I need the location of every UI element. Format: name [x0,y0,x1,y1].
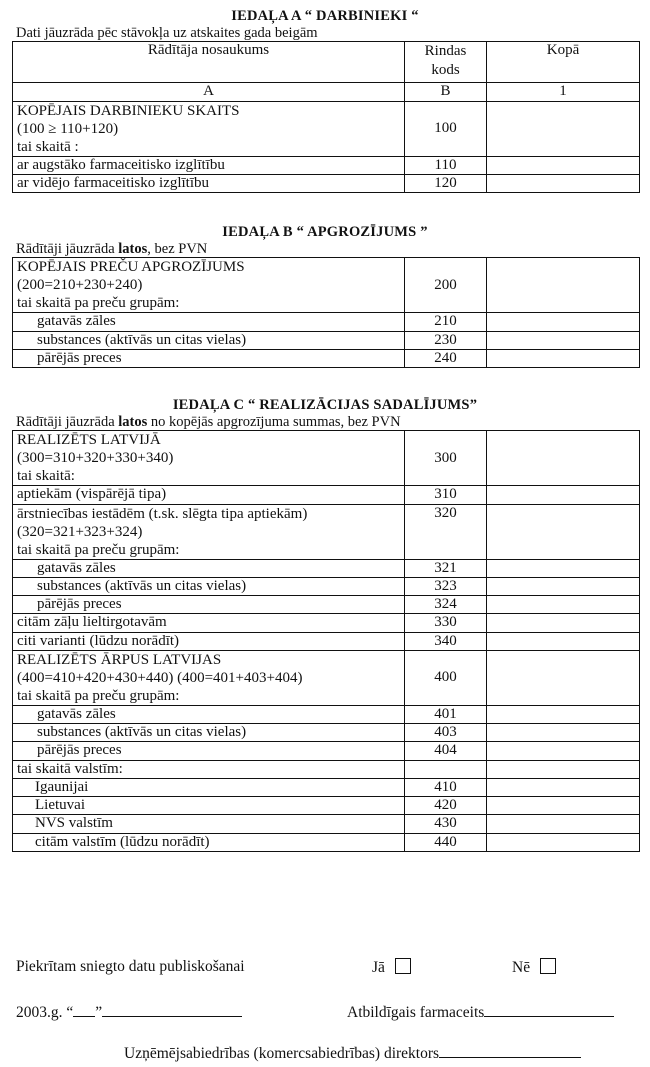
note-bold: latos [118,240,148,257]
section-a-table [12,41,640,193]
row-label: REALIZĒTS LATVIJĀ [17,432,161,449]
total-cell[interactable] [487,760,640,778]
header-code-label: Rindas kods [424,43,467,79]
table-row [13,596,640,614]
section-b-table [12,257,640,368]
table-row [13,650,640,705]
row-code: 240 [405,349,487,367]
row-code: 321 [405,559,487,577]
row-sub: tai skaitā: [17,468,75,485]
director-line [124,1045,581,1063]
table-row [13,504,640,559]
no-checkbox[interactable] [540,958,556,974]
row-code: 340 [405,632,487,650]
header-code [405,42,487,83]
table-row [13,760,640,778]
total-cell[interactable] [487,705,640,723]
row-code: 403 [405,724,487,742]
row-code: 400 [405,650,487,705]
row-code: 210 [405,313,487,331]
pharmacist-label: Atbildīgais farmaceits [347,1004,485,1021]
director-signature-field[interactable] [439,1057,581,1058]
table-row [13,778,640,796]
table-row [13,797,640,815]
table-row [13,313,640,331]
yes-checkbox[interactable] [395,958,411,974]
note-text: no kopējās apgrozījuma summas, bez PVN [147,413,401,430]
section-c [0,397,650,852]
table-row [13,486,640,504]
row-label: gatavās zāles [13,313,405,331]
pharmacist-signature-field[interactable] [484,1016,614,1017]
section-a-title: IEDAĻA A “ DARBINIEKI “ [231,8,419,24]
row-label: KOPĒJAIS PREČU APGROZĪJUMS [17,259,245,276]
row-code: 404 [405,742,487,760]
total-cell[interactable] [487,431,640,486]
row-code: 420 [405,797,487,815]
table-row [13,258,640,313]
table-row [13,614,640,632]
section-b-note [16,241,650,258]
header-letter-b: B [405,83,487,101]
row-label: substances (aktīvās un citas vielas) [13,724,405,742]
row-code: 120 [405,174,487,192]
row-formula: (200=210+230+240) [17,277,143,294]
total-cell[interactable] [487,632,640,650]
row-code: 324 [405,596,487,614]
row-code: 401 [405,705,487,723]
table-row [13,705,640,723]
table-row [13,101,640,156]
row-label: ar vidējo farmaceitisko izglītību [13,174,405,192]
total-cell[interactable] [487,797,640,815]
row-label: ar augstāko farmaceitisko izglītību [13,156,405,174]
date-prefix: 2003.g. “ [16,1004,74,1021]
date-line [16,1004,242,1022]
row-label: tai skaitā valstīm: [13,760,405,778]
yes-label: Jā [372,959,385,976]
row-sub: tai skaitā pa preču grupām: [17,541,180,558]
row-code: 410 [405,778,487,796]
date-mid: ” [95,1004,103,1021]
row-code: 100 [405,101,487,156]
row-code [405,760,487,778]
total-cell[interactable] [487,174,640,192]
row-code: 330 [405,614,487,632]
total-cell[interactable] [487,742,640,760]
row-code: 323 [405,577,487,595]
section-a-note: Dati jāuzrāda pēc stāvokļa uz atskaites gada beigām [16,24,318,41]
note-text: , bez PVN [147,240,208,257]
total-cell[interactable] [487,486,640,504]
row-label: REALIZĒTS ĀRPUS LATVIJAS [17,651,222,668]
header-total: Kopā [487,42,640,83]
total-cell[interactable] [487,559,640,577]
director-label: Uzņēmējsabiedrības (komercsabiedrības) direktors [124,1045,440,1062]
section-c-title: IEDAĻA C “ REALIZĀCIJAS SADALĪJUMS” [172,397,478,413]
table-row [13,632,640,650]
table-row [13,577,640,595]
header-letter-a: A [13,83,405,101]
row-label: ārstniecības iestādēm (t.sk. slēgta tipa aptiekām) [17,505,308,522]
note-text: Rādītāji jāuzrāda [16,413,119,430]
table-row [13,559,640,577]
total-cell[interactable] [487,331,640,349]
total-cell[interactable] [487,156,640,174]
table-row [13,724,640,742]
table-row [13,833,640,851]
section-a [0,8,650,193]
row-code: 300 [405,431,487,486]
total-cell[interactable] [487,313,640,331]
section-c-table [12,430,640,852]
row-label: pārējās preces [13,349,405,367]
row-formula: (320=321+323+324) [17,523,143,540]
total-cell[interactable] [487,650,640,705]
total-cell[interactable] [487,596,640,614]
table-row [13,156,640,174]
row-label: citām valstīm (lūdzu norādīt) [13,833,405,851]
row-label: KOPĒJAIS DARBINIEKU SKAITS [17,102,240,119]
note-text: Rādītāji jāuzrāda [16,240,119,257]
row-label: substances (aktīvās un citas vielas) [13,577,405,595]
total-cell[interactable] [487,815,640,833]
row-label: citām zāļu lieltirgotavām [13,614,405,632]
total-cell[interactable] [487,101,640,156]
row-sub: tai skaitā pa preču grupām: [17,687,180,704]
row-sub: tai skaitā : [17,138,79,155]
row-formula: (100 ≥ 110+120) [17,120,119,137]
row-code: 440 [405,833,487,851]
header-letter-1: 1 [487,83,640,101]
row-code: 230 [405,331,487,349]
row-label: Igaunijai [13,778,405,796]
table-row [13,174,640,192]
total-cell[interactable] [487,833,640,851]
row-code: 110 [405,156,487,174]
total-cell[interactable] [487,258,640,313]
row-code: 320 [405,504,487,559]
row-label: pārējās preces [13,596,405,614]
note-bold: latos [118,413,148,430]
row-code: 430 [405,815,487,833]
table-row [13,742,640,760]
row-label: gatavās zāles [13,559,405,577]
row-sub: tai skaitā pa preču grupām: [17,295,180,312]
row-label: Lietuvai [13,797,405,815]
consent-line [16,958,636,976]
no-label: Nē [512,959,531,976]
row-label: citi varianti (lūdzu norādīt) [13,632,405,650]
total-cell[interactable] [487,504,640,559]
section-b-title: IEDAĻA B “ APGROZĪJUMS ” [222,224,428,240]
row-code: 310 [405,486,487,504]
table-row [13,431,640,486]
row-formula: (300=310+320+330+340) [17,450,174,467]
row-label: NVS valstīm [13,815,405,833]
month-field[interactable] [102,1016,242,1017]
total-cell[interactable] [487,724,640,742]
total-cell[interactable] [487,577,640,595]
total-cell[interactable] [487,614,640,632]
row-label: aptiekām (vispārējā tipa) [13,486,405,504]
section-b [0,224,650,368]
total-cell[interactable] [487,349,640,367]
total-cell[interactable] [487,778,640,796]
row-formula: (400=410+420+430+440) (400=401+403+404) [17,669,303,686]
table-row [13,815,640,833]
row-label: substances (aktīvās un citas vielas) [13,331,405,349]
table-row [13,331,640,349]
consent-text: Piekrītam sniegto datu publiskošanai [16,958,245,975]
header-name: Rādītāja nosaukums [13,42,405,83]
pharmacist-line [347,1004,614,1022]
day-field[interactable] [73,1016,95,1017]
section-c-note [16,414,650,431]
row-label: gatavās zāles [13,705,405,723]
table-row [13,349,640,367]
row-label: pārējās preces [13,742,405,760]
row-code: 200 [405,258,487,313]
